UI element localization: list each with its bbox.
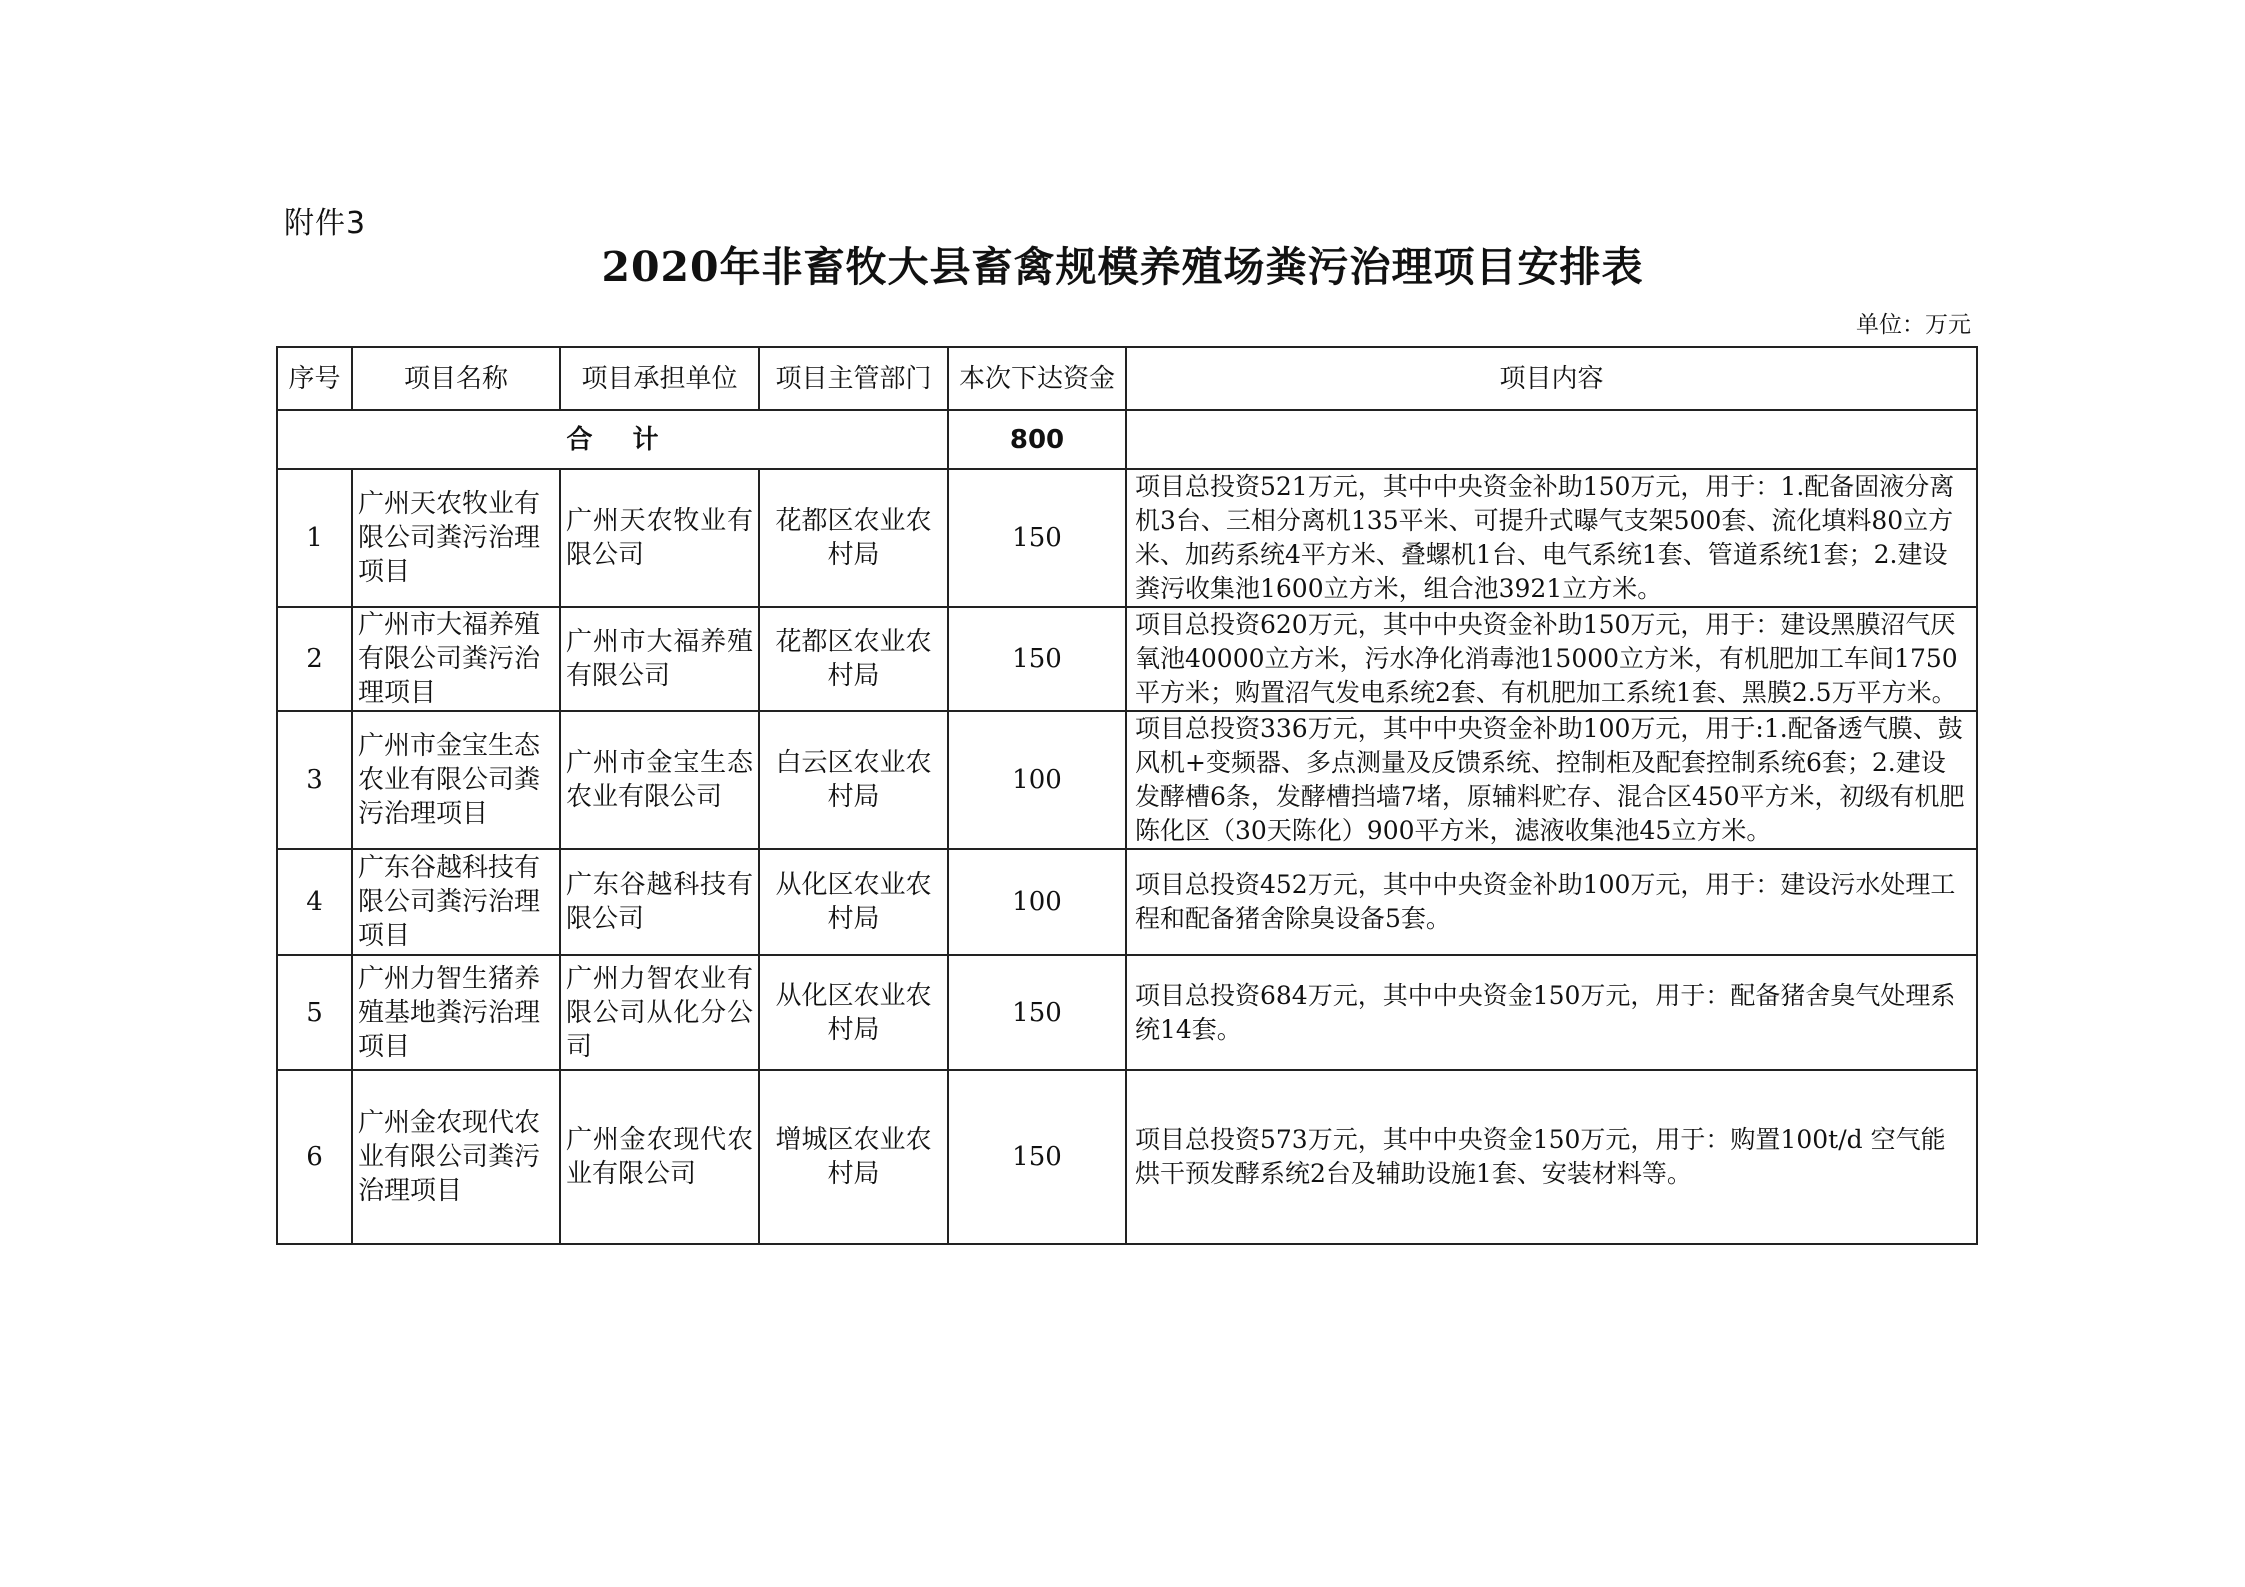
row-content: 项目总投资452万元，其中中央资金补助100万元，用于：建设污水处理工程和配备猪舍除臭设备5套。 <box>1126 849 1977 955</box>
row-content: 项目总投资573万元，其中中央资金150万元，用于：购置100t/d 空气能烘干预发酵系统2台及辅助设施1套、安装材料等。 <box>1126 1070 1977 1244</box>
row-undertaking-unit: 广州金农现代农业有限公司 <box>560 1070 759 1244</box>
row-serial-no: 6 <box>277 1070 352 1244</box>
row-project-name: 广东谷越科技有限公司粪污治理项目 <box>352 849 560 955</box>
row-content: 项目总投资521万元，其中中央资金补助150万元，用于：1.配备固液分离机3台、三相分离机135平米、可提升式曝气支架500套、流化填料80立方米、加药系统4平方米、叠螺机1台、电气系统1套、管道系统1套；2.建设粪污收集池1600立方米，组合池3921立方米。 <box>1126 469 1977 607</box>
table-row <box>277 607 1977 711</box>
row-project-name: 广州市金宝生态农业有限公司粪污治理项目 <box>352 711 560 849</box>
row-competent-dept: 白云区农业农村局 <box>759 711 948 849</box>
table-row <box>277 955 1977 1070</box>
row-funds: 150 <box>948 955 1126 1070</box>
total-row <box>277 410 1977 469</box>
header-competent-dept: 项目主管部门 <box>759 347 948 410</box>
row-funds: 150 <box>948 469 1126 607</box>
table-row <box>277 849 1977 955</box>
page-title: 2020年非畜牧大县畜禽规模养殖场粪污治理项目安排表 <box>601 243 1644 291</box>
total-content-empty <box>1126 410 1977 469</box>
row-serial-no: 1 <box>277 469 352 607</box>
header-project-name: 项目名称 <box>352 347 560 410</box>
row-content: 项目总投资336万元，其中中央资金补助100万元，用于:1.配备透气膜、鼓风机+变频器、多点测量及反馈系统、控制柜及配套控制系统6套；2.建设发酵槽6条，发酵槽挡墙7堵，原辅料贮存、混合区450平方米，初级有机肥陈化区（30天陈化）900平方米，滤液收集池45立方米。 <box>1126 711 1977 849</box>
row-funds: 150 <box>948 607 1126 711</box>
table-row <box>277 711 1977 849</box>
row-content: 项目总投资684万元，其中中央资金150万元，用于：配备猪舍臭气处理系统14套。 <box>1126 955 1977 1070</box>
table-row <box>277 469 1977 607</box>
row-project-name: 广州金农现代农业有限公司粪污治理项目 <box>352 1070 560 1244</box>
row-undertaking-unit: 广东谷越科技有限公司 <box>560 849 759 955</box>
row-project-name: 广州天农牧业有限公司粪污治理项目 <box>352 469 560 607</box>
row-undertaking-unit: 广州市大福养殖有限公司 <box>560 607 759 711</box>
project-table <box>276 346 1978 1245</box>
row-competent-dept: 从化区农业农村局 <box>759 849 948 955</box>
row-undertaking-unit: 广州力智农业有限公司从化分公司 <box>560 955 759 1070</box>
row-project-name: 广州市大福养殖有限公司粪污治理项目 <box>352 607 560 711</box>
total-label: 合计 <box>566 424 699 455</box>
total-amount: 800 <box>948 410 1126 469</box>
header-serial-no: 序号 <box>277 347 352 410</box>
row-funds: 100 <box>948 711 1126 849</box>
row-undertaking-unit: 广州市金宝生态农业有限公司 <box>560 711 759 849</box>
table-header-row <box>277 347 1977 410</box>
header-content: 项目内容 <box>1126 347 1977 410</box>
row-competent-dept: 花都区农业农村局 <box>759 607 948 711</box>
row-funds: 100 <box>948 849 1126 955</box>
row-competent-dept: 花都区农业农村局 <box>759 469 948 607</box>
header-funds: 本次下达资金 <box>948 347 1126 410</box>
row-competent-dept: 增城区农业农村局 <box>759 1070 948 1244</box>
unit-label: 单位：万元 <box>1856 312 1971 338</box>
header-undertaking-unit: 项目承担单位 <box>560 347 759 410</box>
row-content: 项目总投资620万元，其中中央资金补助150万元，用于：建设黑膜沼气厌氧池40000立方米，污水净化消毒池15000立方米，有机肥加工车间1750平方米；购置沼气发电系统2套、有机肥加工系统1套、黑膜2.5万平方米。 <box>1126 607 1977 711</box>
attachment-label: 附件3 <box>284 206 367 241</box>
total-label-cell <box>277 410 948 469</box>
row-serial-no: 2 <box>277 607 352 711</box>
row-project-name: 广州力智生猪养殖基地粪污治理项目 <box>352 955 560 1070</box>
row-undertaking-unit: 广州天农牧业有限公司 <box>560 469 759 607</box>
row-serial-no: 5 <box>277 955 352 1070</box>
table-row <box>277 1070 1977 1244</box>
row-serial-no: 3 <box>277 711 352 849</box>
row-competent-dept: 从化区农业农村局 <box>759 955 948 1070</box>
row-serial-no: 4 <box>277 849 352 955</box>
row-funds: 150 <box>948 1070 1126 1244</box>
